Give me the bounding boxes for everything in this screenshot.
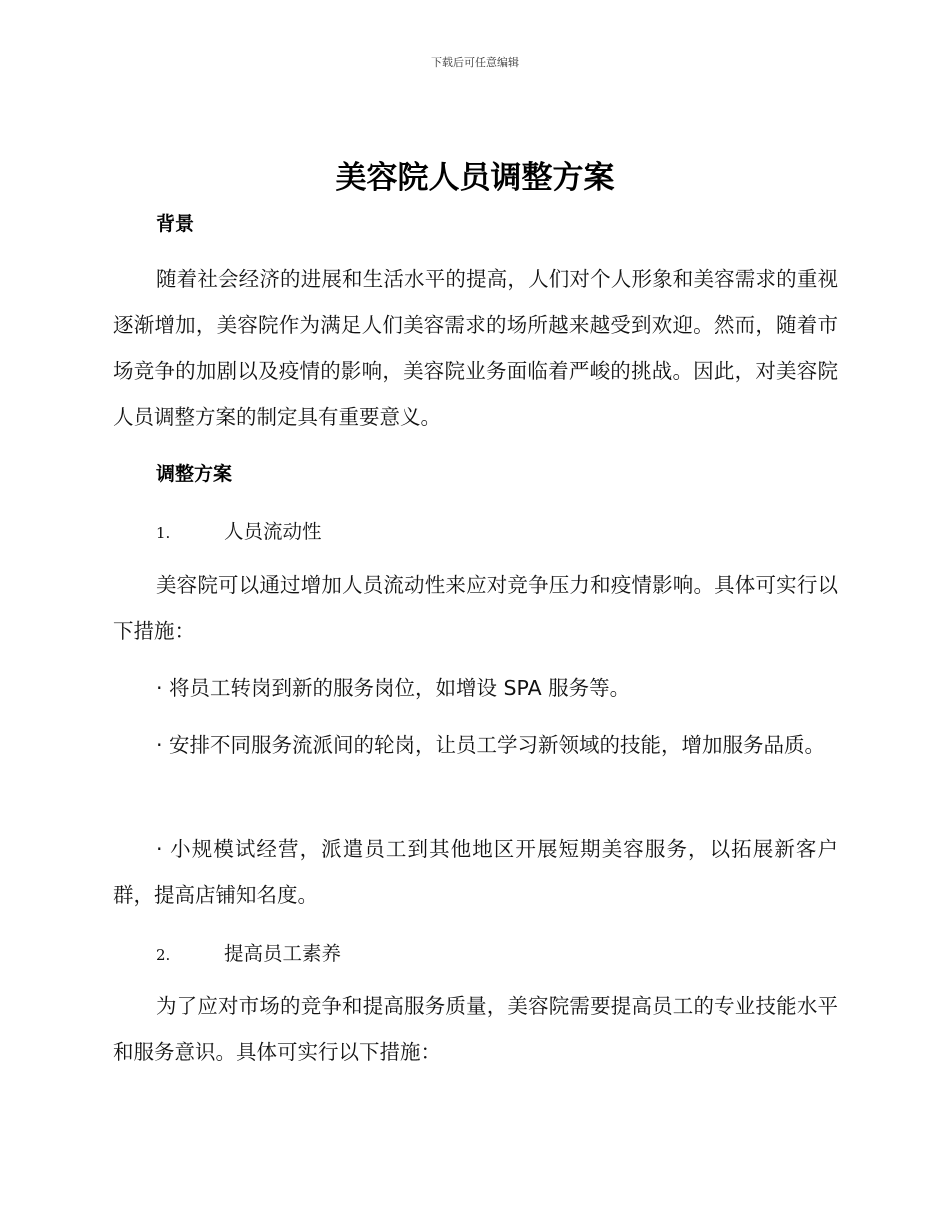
plan-item-1-bullet-3: · 小规模试经营，派遣员工到其他地区开展短期美容服务，以拓展新客户群，提高店铺知名度。 [113, 837, 838, 907]
plan-item-1-bullet-2: · 安排不同服务流派间的轮岗，让员工学习新领域的技能，增加服务品质。 [156, 733, 826, 757]
plan-item-2-intro: 为了应对市场的竞争和提高服务质量，美容院需要提高员工的专业技能水平和服务意识。具体可实行以下措施： [113, 994, 838, 1064]
section-heading-background: 背景 [156, 213, 195, 235]
plan-item-2-number: 2. [156, 946, 171, 964]
document-title: 美容院人员调整方案 [335, 160, 615, 196]
page-header-note: 下载后可任意编辑 [431, 56, 519, 69]
plan-item-2-heading [156, 938, 341, 966]
plan-item-1-heading [156, 516, 322, 544]
plan-item-1-number: 1. [156, 524, 171, 542]
plan-item-1-title: 人员流动性 [224, 520, 322, 543]
plan-item-1-bullet-1: · 将员工转岗到新的服务岗位，如增设 SPA 服务等。 [156, 676, 631, 700]
background-paragraph: 随着社会经济的进展和生活水平的提高，人们对个人形象和美容需求的重视逐渐增加，美容院作为满足人们美容需求的场所越来越受到欢迎。然而，随着市场竞争的加剧以及疫情的影响，美容院业务面临着严峻的挑战。因此，对美容院人员调整方案的制定具有重要意义。 [113, 267, 838, 429]
section-heading-plan: 调整方案 [156, 463, 233, 485]
plan-item-1-intro: 美容院可以通过增加人员流动性来应对竞争压力和疫情影响。具体可实行以下措施： [113, 573, 838, 643]
plan-item-2-title: 提高员工素养 [224, 942, 342, 965]
